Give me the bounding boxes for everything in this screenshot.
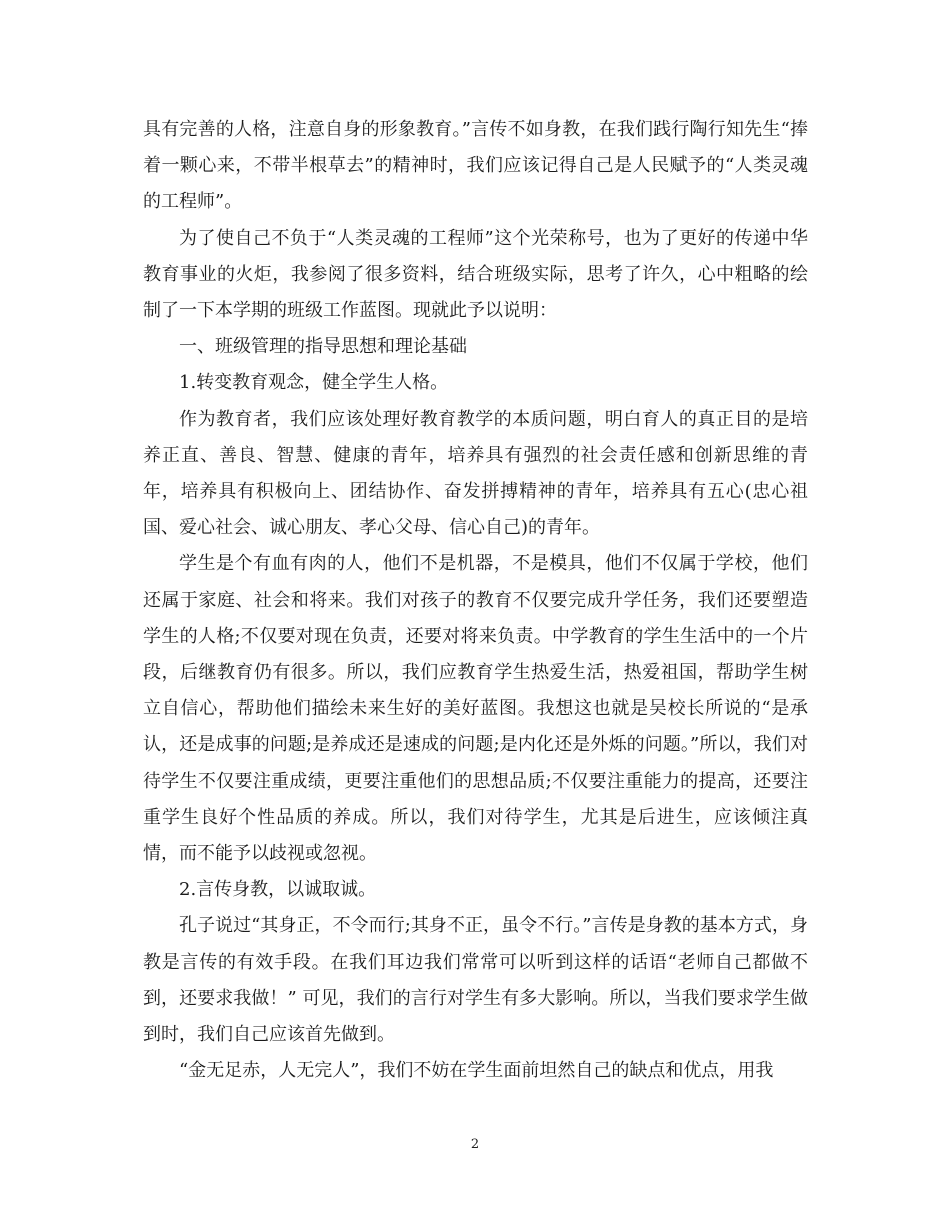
section-heading: 一、班级管理的指导思想和理论基础 bbox=[179, 336, 467, 358]
paragraph: 为了使自己不负于“人类灵魂的工程师”这个光荣称号，也为了更好的传递中华教育事业的火炬，我参阅了很多资料，结合班级实际，思考了许久，心中粗略的绘制了一下本学期的班级工作蓝图。现就此予以说明： bbox=[143, 227, 808, 322]
paragraph: 学生是个有血有肉的人，他们不是机器，不是模具，他们不仅属于学校，他们还属于家庭、社会和将来。我们对孩子的教育不仅要完成升学任务，我们还要塑造学生的人格;不仅要对现在负责，还要对将来负责。中学教育的学生生活中的一个片段，后继教育仍有很多。所以，我们应教育学生热爱生活，热爱祖国，帮助学生树立自信心，帮助他们描绘未来生好的美好蓝图。我想这也就是吴校长所说的“是承认，还是成事的问题;是养成还是速成的问题;是内化还是外烁的问题。”所以，我们对待学生不仅要注重成绩，更要注重他们的思想品质;不仅要注重能力的提高，还要注重学生良好个性品质的养成。所以，我们对待学生，尤其是后进生，应该倾注真情，而不能予以歧视或忽视。 bbox=[143, 553, 808, 865]
page-number: 2 bbox=[470, 1137, 480, 1152]
subsection-heading: 1.转变教育观念，健全学生人格。 bbox=[179, 372, 449, 394]
paragraph: 作为教育者，我们应该处理好教育教学的本质问题，明白育人的真正目的是培养正直、善良、智慧、健康的青年，培养具有强烈的社会责任感和创新思维的青年，培养具有积极向上、团结协作、奋发拼搏精神的青年，培养具有五心(忠心祖国、爱心社会、诚心朋友、孝心父母、信心自己)的青年。 bbox=[143, 408, 808, 539]
paragraph: 具有完善的人格，注意自身的形象教育。”言传不如身教，在我们践行陶行知先生“捧着一颗心来，不带半根草去”的精神时，我们应该记得自己是人民赋予的“人类灵魂的工程师”。 bbox=[143, 119, 808, 213]
paragraph: “金无足赤，人无完人”，我们不妨在学生面前坦然自己的缺点和优点，用我 bbox=[179, 1060, 774, 1082]
subsection-heading: 2.言传身教，以诚取诚。 bbox=[179, 879, 377, 901]
paragraph: 孔子说过“其身正，不令而行;其身不正，虽令不行。”言传是身教的基本方式，身教是言传的有效手段。在我们耳边我们常常可以听到这样的话语“老师自己都做不到，还要求我做！” 可见，我们的言行对学生有多大影响。所以，当我们要求学生做到时，我们自己应该首先做到。 bbox=[143, 915, 808, 1046]
document-body bbox=[143, 112, 808, 1089]
